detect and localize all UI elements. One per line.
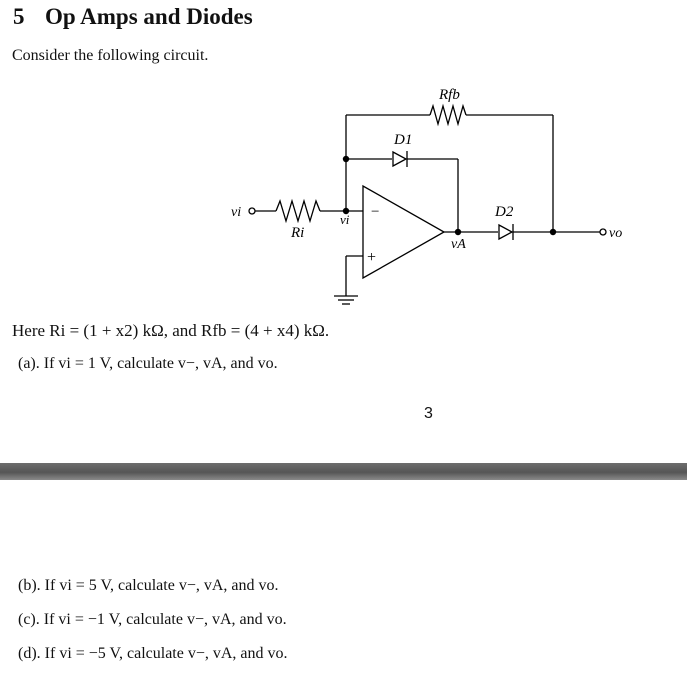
opamp-minus-sign: − (371, 204, 380, 220)
question-d: (d). If vi = −5 V, calculate v−, vA, and vo. (18, 645, 288, 662)
intro-text: Consider the following circuit. (12, 47, 209, 64)
vi-label: vi (231, 205, 242, 220)
d1-label: D1 (394, 132, 413, 148)
page-number: 3 (424, 405, 433, 422)
ri-label: Ri (291, 225, 305, 241)
question-a: (a). If vi = 1 V, calculate v−, vA, and vo. (18, 355, 278, 372)
opamp-plus-sign: + (367, 249, 377, 266)
section-title: Op Amps and Diodes (45, 4, 253, 29)
vo-label: vo (609, 226, 623, 241)
section-number: 5 (13, 4, 25, 29)
vminus-label: vi (340, 212, 350, 227)
d2-label: D2 (495, 204, 514, 220)
given-text: Here Ri = (1 + x2) kΩ, and Rfb = (4 + x4) kΩ. (12, 321, 330, 340)
question-b: (b). If vi = 5 V, calculate v−, vA, and vo. (18, 577, 279, 594)
rfb-label: Rfb (439, 87, 460, 103)
page-break-divider (0, 463, 687, 480)
va-label: vA (451, 237, 466, 252)
question-c: (c). If vi = −1 V, calculate v−, vA, and vo. (18, 611, 287, 628)
